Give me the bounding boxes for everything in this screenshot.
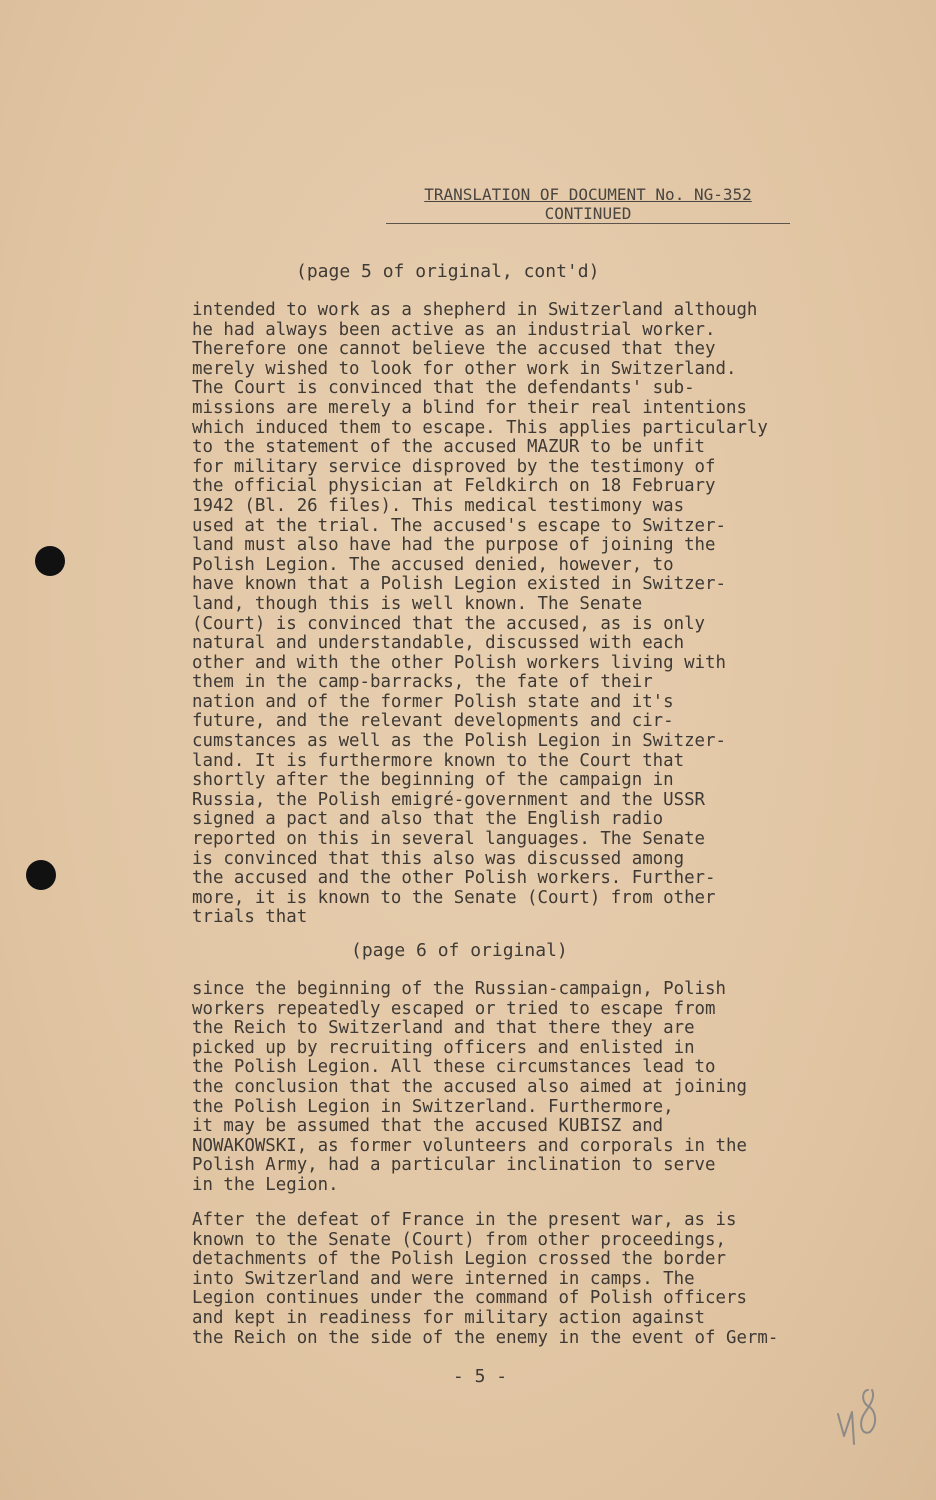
punch-hole-bottom	[26, 860, 56, 890]
header-underline	[386, 223, 790, 224]
page-reference-6: (page 6 of original)	[351, 940, 568, 961]
body-paragraph-1: intended to work as a shepherd in Switzerland although he had always been active as an industrial worker. Therefore one cannot believe the accused that they merely wished to look for other work in Switzerland. The Court is convinced that the defendants' sub- missions are merely a blind for their real intentions which induced them to escape. This applies particularly to the statement of the accused MAZUR to be unfit for military service disproved by the testimony of the official physician at Feldkirch on 18 February 1942 (Bl. 26 files). This medical testimony was used at the trial. The accused's escape to Switzer- land must also have had the purpose of joining the Polish Legion. The accused denied, however, to have known that a Polish Legion existed in Switzer- land, though this is well known. The Senate (Court) is convinced that the accused, as is only natural and understandable, discussed with each other and with the other Polish workers living with them in the camp-barracks, the fate of their nation and of the former Polish state and it's future, and the relevant developments and cir- cumstances as well as the Polish Legion in Switzer- land. It is furthermore known to the Court that shortly after the beginning of the campaign in Russia, the Polish emigré-government and the USSR signed a pact and also that the English radio reported on this in several languages. The Senate is convinced that this also was discussed among the accused and the other Polish workers. Further- more, it is known to the Senate (Court) from other trials that	[192, 300, 768, 928]
punch-hole-top	[35, 546, 65, 576]
handwritten-page-mark	[832, 1384, 892, 1454]
page-number: - 5 -	[452, 1366, 508, 1387]
body-paragraph-3: After the defeat of France in the present war, as is known to the Senate (Court) from other proceedings, detachments of the Polish Legion crossed the border into Switzerland and were interned in camps. The Legion continues under the command of Polish officers and kept in readiness for military action against the Reich on the side of the enemy in the event of Germ-	[192, 1210, 779, 1348]
body-paragraph-2: since the beginning of the Russian-campaign, Polish workers repeatedly escaped or tried to escape from the Reich to Switzerland and that there they are picked up by recruiting officers and enlisted in the Polish Legion. All these circumstances lead to the conclusion that the accused also aimed at joining the Polish Legion in Switzerland. Furthermore, it may be assumed that the accused KUBISZ and NOWAKOWSKI, as former volunteers and corporals in the Polish Army, had a particular inclination to serve in the Legion.	[192, 979, 747, 1195]
document-title: TRANSLATION OF DOCUMENT No. NG-352	[424, 185, 752, 204]
document-subtitle: CONTINUED	[544, 204, 632, 223]
page-reference-5: (page 5 of original, cont'd)	[296, 261, 600, 282]
document-header	[386, 185, 790, 223]
